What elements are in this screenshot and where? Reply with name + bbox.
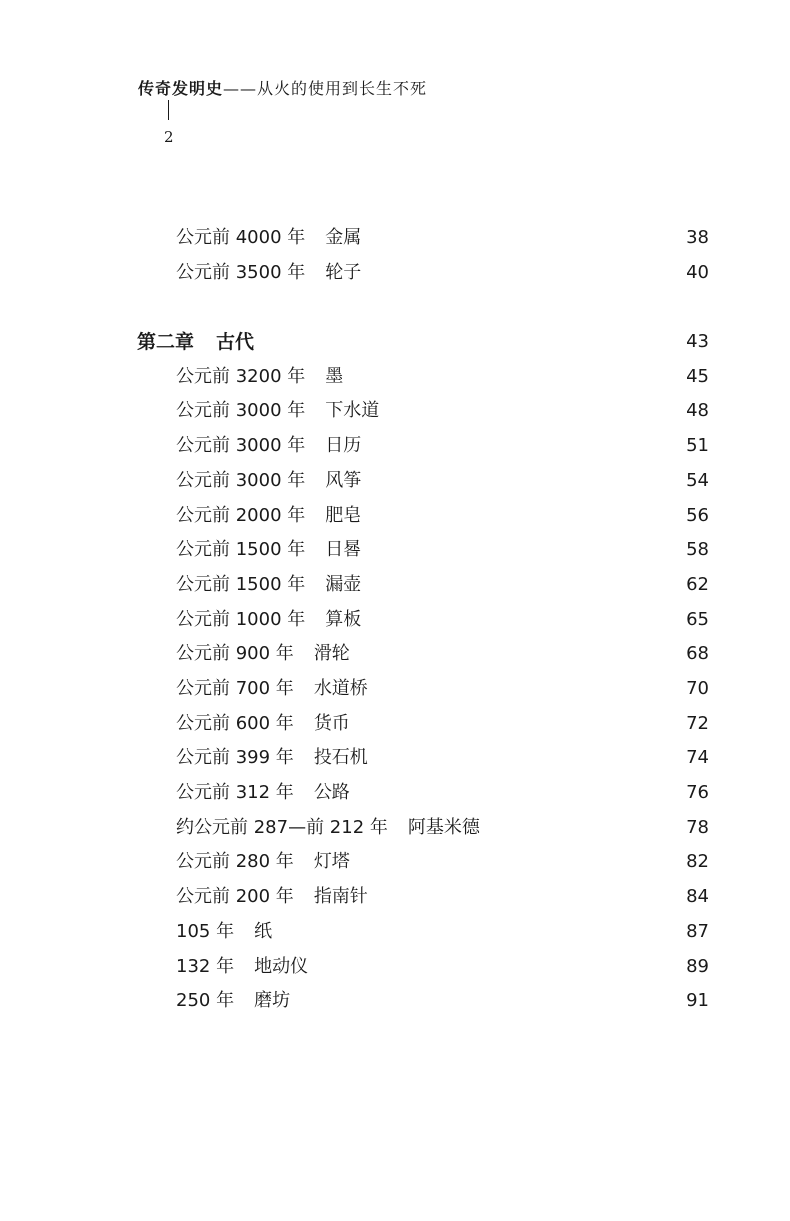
toc-page: 74 (686, 747, 709, 768)
toc-title: 金属 (325, 227, 362, 248)
toc-page: 43 (686, 331, 709, 352)
toc-page: 54 (686, 470, 709, 491)
toc-row[interactable] (0, 499, 790, 533)
book-subtitle: ——从火的使用到长生不死 (223, 79, 428, 98)
toc-title: 阿基米德 (407, 817, 480, 838)
toc-date: 公元前 3500 年 (176, 262, 306, 283)
toc-page: 91 (686, 990, 709, 1011)
toc-row[interactable] (0, 741, 790, 775)
toc-date: 公元前 4000 年 (176, 227, 306, 248)
toc-row[interactable] (0, 568, 790, 602)
toc-title: 滑轮 (313, 643, 350, 664)
toc-title: 公路 (313, 782, 350, 803)
toc-title: 下水道 (325, 400, 380, 421)
toc-row[interactable] (0, 776, 790, 810)
toc-page: 45 (686, 366, 709, 387)
book-title: 传奇发明史 (138, 79, 224, 98)
toc-page: 62 (686, 574, 709, 595)
toc-row[interactable] (0, 915, 790, 949)
toc-row[interactable] (0, 394, 790, 428)
toc-date: 公元前 3000 年 (176, 400, 306, 421)
toc-page: 76 (686, 782, 709, 803)
toc-page: 78 (686, 817, 709, 838)
toc-title: 日历 (325, 435, 362, 456)
toc-page: 48 (686, 400, 709, 421)
toc-page: 58 (686, 539, 709, 560)
toc-row[interactable] (0, 880, 790, 914)
toc-date: 公元前 3000 年 (176, 435, 306, 456)
toc-row[interactable] (0, 603, 790, 637)
toc-row[interactable] (0, 845, 790, 879)
toc-date: 公元前 600 年 (176, 713, 294, 734)
toc-date: 公元前 312 年 (176, 782, 294, 803)
toc-title: 地动仪 (254, 956, 309, 977)
toc-title: 货币 (313, 713, 350, 734)
toc-row[interactable] (0, 707, 790, 741)
toc-row[interactable] (0, 533, 790, 567)
toc-title: 风筝 (325, 470, 362, 491)
toc-title: 水道桥 (313, 678, 368, 699)
toc-page: 68 (686, 643, 709, 664)
toc-date: 公元前 1000 年 (176, 609, 306, 630)
toc-title: 肥皂 (325, 505, 362, 526)
page-number: 2 (164, 128, 174, 146)
toc-title: 磨坊 (254, 990, 291, 1011)
toc-row[interactable] (0, 672, 790, 706)
chapter-title: 古代 (216, 331, 255, 353)
toc-row[interactable] (0, 637, 790, 671)
toc-chapter-heading[interactable] (0, 325, 790, 359)
toc-page: 40 (686, 262, 709, 283)
toc-page: 70 (686, 678, 709, 699)
toc-title: 指南针 (313, 886, 368, 907)
toc-page: 51 (686, 435, 709, 456)
toc-title: 墨 (325, 366, 344, 387)
toc-date: 公元前 1500 年 (176, 539, 306, 560)
toc-title: 漏壶 (325, 574, 362, 595)
running-header (138, 76, 427, 99)
toc-date: 公元前 3000 年 (176, 470, 306, 491)
toc-page: 65 (686, 609, 709, 630)
toc-page: 72 (686, 713, 709, 734)
toc-page: 89 (686, 956, 709, 977)
toc-date: 公元前 900 年 (176, 643, 294, 664)
toc-date: 105 年 (176, 921, 235, 942)
toc-date: 250 年 (176, 990, 235, 1011)
toc-page: 56 (686, 505, 709, 526)
toc-date: 公元前 3200 年 (176, 366, 306, 387)
toc-row[interactable] (0, 950, 790, 984)
toc-title: 算板 (325, 609, 362, 630)
toc-row[interactable] (0, 256, 790, 290)
toc-title: 投石机 (313, 747, 368, 768)
toc-page: 87 (686, 921, 709, 942)
toc-row[interactable] (0, 811, 790, 845)
toc-title: 纸 (254, 921, 273, 942)
toc-title: 轮子 (325, 262, 362, 283)
toc-date: 公元前 2000 年 (176, 505, 306, 526)
toc-date: 公元前 700 年 (176, 678, 294, 699)
toc-page: 38 (686, 227, 709, 248)
toc-date: 公元前 280 年 (176, 851, 294, 872)
toc-date: 132 年 (176, 956, 235, 977)
toc-row[interactable] (0, 984, 790, 1018)
toc-date: 约公元前 287—前 212 年 (176, 817, 388, 838)
toc-date: 公元前 200 年 (176, 886, 294, 907)
toc-row[interactable] (0, 464, 790, 498)
toc-title: 灯塔 (313, 851, 350, 872)
toc-row[interactable] (0, 429, 790, 463)
toc-row[interactable] (0, 360, 790, 394)
header-divider (168, 100, 169, 120)
toc-page: 84 (686, 886, 709, 907)
chapter-number: 第二章 (137, 331, 195, 353)
toc-title: 日晷 (325, 539, 362, 560)
toc-page: 82 (686, 851, 709, 872)
toc-date: 公元前 399 年 (176, 747, 294, 768)
toc-date: 公元前 1500 年 (176, 574, 306, 595)
toc-row[interactable] (0, 221, 790, 255)
